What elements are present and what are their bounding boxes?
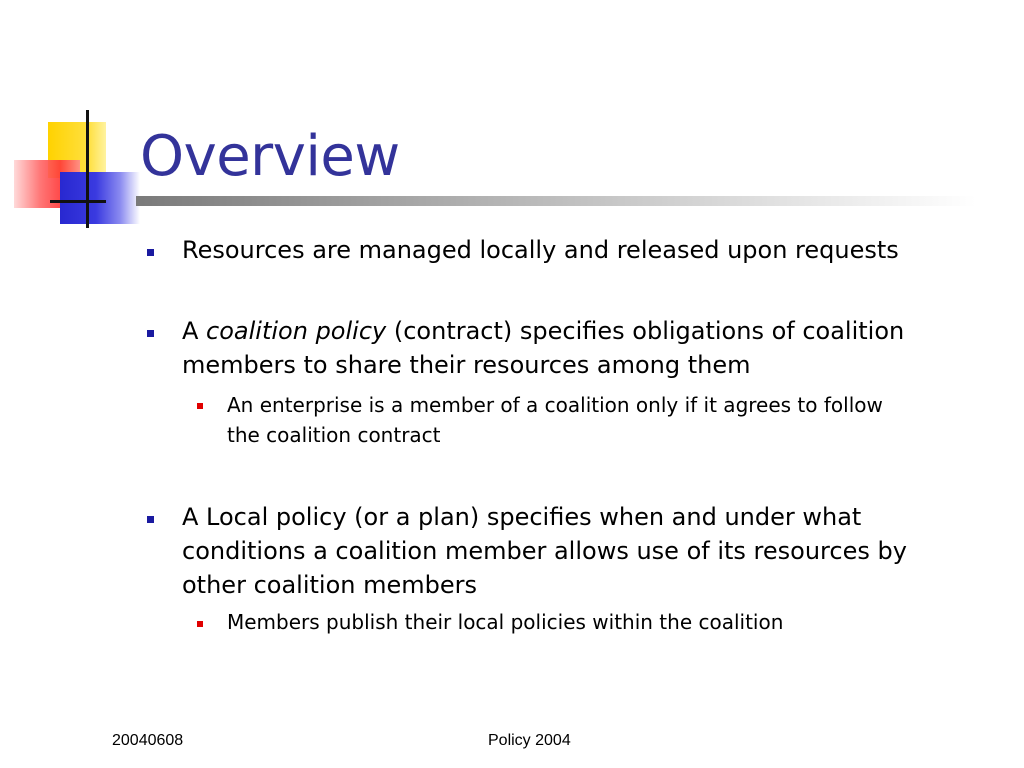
bullet-text-emphasis: coalition policy [206, 317, 387, 345]
sub-bullet-line: An enterprise is a member of a coalition only if it agrees to follow [227, 393, 883, 417]
decorative-vertical-line [86, 110, 89, 228]
decorative-horizontal-line [50, 200, 106, 203]
slide-title: Overview [140, 124, 400, 189]
sub-bullet-item [227, 607, 987, 637]
sub-bullet-square-icon [197, 621, 203, 627]
bullet-line: A Local policy (or a plan) specifies when and under what [182, 503, 862, 531]
decorative-blue-square [60, 172, 140, 224]
bullet-item [182, 500, 982, 602]
bullet-item [182, 233, 982, 267]
bullet-text: Resources are managed locally and released upon requests [182, 236, 899, 264]
bullet-text-prefix: A [182, 317, 207, 345]
bullet-square-icon [147, 330, 154, 337]
bullet-square-icon [147, 249, 154, 256]
footer-date: 20040608 [112, 732, 184, 749]
bullet-text-rest: (contract) specifies obligations of coalition [386, 317, 905, 345]
sub-bullet-line: the coalition contract [227, 423, 441, 447]
bullet-line [182, 314, 982, 348]
footer-title: Policy 2004 [488, 732, 571, 749]
bullet-line: members to share their resources among them [182, 351, 751, 379]
bullet-line: other coalition members [182, 571, 477, 599]
bullet-square-icon [147, 516, 154, 523]
sub-bullet-item [227, 390, 987, 450]
bullet-item [182, 314, 982, 382]
sub-bullet-square-icon [197, 403, 203, 409]
bullet-line: conditions a coalition member allows use of its resources by [182, 537, 907, 565]
title-underline [136, 196, 976, 206]
sub-bullet-line: Members publish their local policies within the coalition [227, 610, 784, 634]
